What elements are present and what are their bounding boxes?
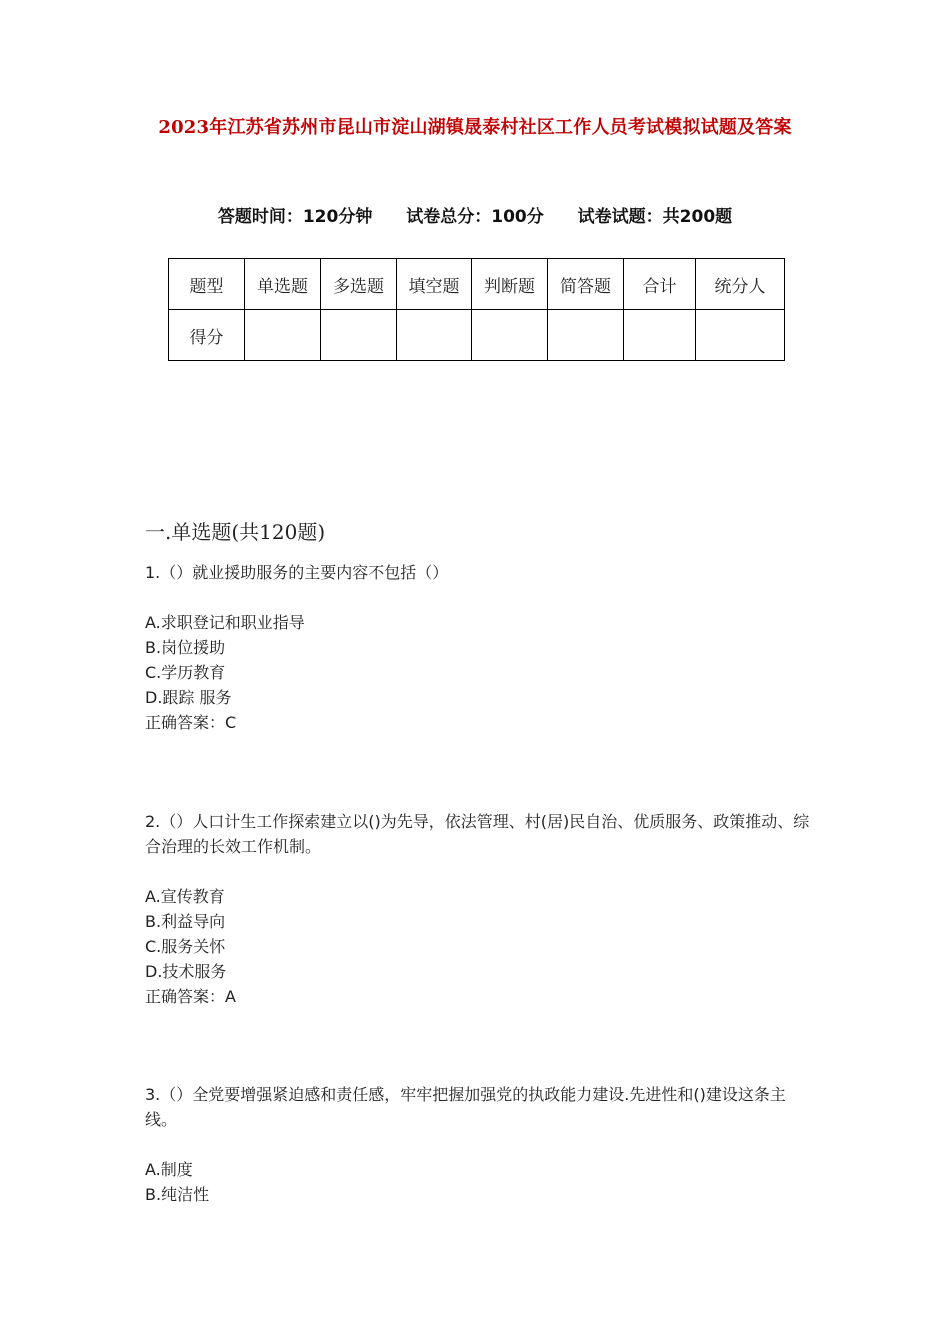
exam-total-questions: 试卷试题：共200题 (577, 207, 733, 227)
option-c: C.学历教育 (145, 663, 226, 682)
header-cell-short-answer: 简答题 (548, 259, 624, 310)
score-cell (472, 310, 548, 361)
document-title: 2023年江苏省苏州市昆山市淀山湖镇晟泰村社区工作人员考试模拟试题及答案 (158, 117, 792, 138)
option-b: B.纯洁性 (145, 1185, 210, 1204)
header-cell-scorer: 统分人 (696, 259, 785, 310)
score-cell (696, 310, 785, 361)
header-cell-fill-blank: 填空题 (397, 259, 472, 310)
option-d: D.技术服务 (145, 962, 227, 981)
score-row-label: 得分 (169, 310, 245, 361)
score-table (168, 258, 785, 361)
option-a: A.制度 (145, 1160, 193, 1179)
correct-answer: 正确答案：A (145, 987, 236, 1006)
header-cell-single-choice: 单选题 (245, 259, 321, 310)
exam-meta (0, 202, 950, 227)
question-1 (145, 560, 813, 735)
score-table-header-row (169, 259, 785, 310)
exam-total-score: 试卷总分：100分 (406, 207, 544, 227)
question-3 (145, 1082, 813, 1207)
option-d: D.跟踪 服务 (145, 688, 232, 707)
option-c: C.服务关怀 (145, 937, 226, 956)
score-cell (321, 310, 397, 361)
header-cell-total: 合计 (624, 259, 696, 310)
correct-answer: 正确答案：C (145, 713, 237, 732)
header-cell-type: 题型 (169, 259, 245, 310)
option-a: A.宣传教育 (145, 887, 225, 906)
score-table-score-row (169, 310, 785, 361)
question-stem: 3.（）全党要增强紧迫感和责任感，牢牢把握加强党的执政能力建设.先进性和()建设这条主线。 (145, 1085, 786, 1129)
section-title: 一.单选题(共120题) (145, 520, 326, 544)
header-cell-true-false: 判断题 (472, 259, 548, 310)
option-b: B.岗位援助 (145, 638, 226, 657)
score-cell (624, 310, 696, 361)
option-b: B.利益导向 (145, 912, 226, 931)
score-cell (397, 310, 472, 361)
question-stem: 2.（）人口计生工作探索建立以()为先导，依法管理、村(居)民自治、优质服务、政策推动、综合治理的长效工作机制。 (145, 812, 810, 856)
score-cell (548, 310, 624, 361)
score-cell (245, 310, 321, 361)
question-2 (145, 809, 813, 1009)
exam-time: 答题时间：120分钟 (217, 207, 373, 227)
header-cell-multi-choice: 多选题 (321, 259, 397, 310)
question-stem: 1.（）就业援助服务的主要内容不包括（） (145, 563, 449, 582)
option-a: A.求职登记和职业指导 (145, 613, 305, 632)
